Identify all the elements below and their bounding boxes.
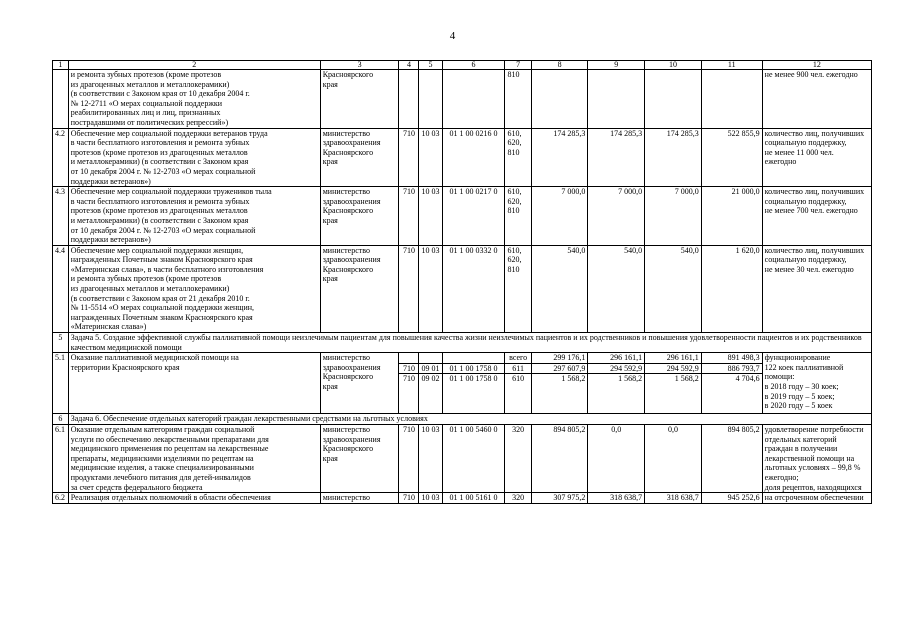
- table-row: [53, 493, 872, 504]
- amount-year-2: 318 638,7: [588, 493, 645, 504]
- amount-year-2: 294 592,9: [588, 363, 645, 374]
- amount-year-3: 296 161,1: [645, 353, 702, 364]
- responsible-organization: министерство здравоохранения Красноярского края: [320, 187, 399, 246]
- section-code: 10 03: [419, 425, 442, 493]
- column-header: 9: [588, 61, 645, 70]
- amount-year-3: 0,0: [645, 425, 702, 493]
- expected-result: количество лиц, получивших социальную поддержку, не менее 700 чел. ежегодно: [762, 187, 871, 246]
- row-number: 4.4: [53, 245, 69, 332]
- expected-result: не менее 900 чел. ежегодно: [762, 70, 871, 129]
- column-header: 1: [53, 61, 69, 70]
- column-header: 2: [68, 61, 320, 70]
- table-row: [53, 353, 872, 364]
- amount-year-2: 296 161,1: [588, 353, 645, 364]
- expense-type-code: 320: [505, 493, 531, 504]
- section-code: 10 03: [419, 187, 442, 246]
- row-number: 5.1: [53, 353, 69, 414]
- row-number: 6.2: [53, 493, 69, 504]
- amount-year-2: 540,0: [588, 245, 645, 332]
- target-article-code: 01 1 00 1758 0: [442, 363, 505, 374]
- section-code: 09 02: [419, 374, 442, 414]
- table-row: [53, 187, 872, 246]
- amount-year-1: 297 607,9: [531, 363, 588, 374]
- ministry-code: 710: [399, 187, 419, 246]
- ministry-code: 710: [399, 363, 419, 374]
- program-table: [52, 60, 872, 504]
- expected-result: на отсроченном обеспечении: [762, 493, 871, 504]
- column-header: 3: [320, 61, 399, 70]
- table-row: [53, 425, 872, 493]
- expected-result: количество лиц, получивших социальную поддержку, не менее 30 чел. ежегодно: [762, 245, 871, 332]
- column-header: 10: [645, 61, 702, 70]
- amount-year-1: 7 000,0: [531, 187, 588, 246]
- expected-result: удовлетворение потребности отдельных категорий граждан в получении лекарственной помощи на льготных условиях – 99,8 % ежегодно; доля рецептов, находящихся: [762, 425, 871, 493]
- row-number: 6.1: [53, 425, 69, 493]
- expense-type-code: 610, 620, 810: [505, 187, 531, 246]
- column-header: 4: [399, 61, 419, 70]
- table-row: [53, 70, 872, 129]
- amount-year-1: 1 568,2: [531, 374, 588, 414]
- task-number: 6: [53, 414, 69, 425]
- task-row: [53, 333, 872, 353]
- section-code: 10 03: [419, 128, 442, 187]
- task-number: 5: [53, 333, 69, 353]
- target-article-code: 01 1 00 0217 0: [442, 187, 505, 246]
- table-row: [53, 245, 872, 332]
- amount-total: 522 855,9: [701, 128, 762, 187]
- amount-total: 894 805,2: [701, 425, 762, 493]
- table-header-row: [53, 61, 872, 70]
- amount-total: 4 704,6: [701, 374, 762, 414]
- target-article-code: 01 1 00 0332 0: [442, 245, 505, 332]
- responsible-organization: Красноярского края: [320, 70, 399, 129]
- amount-year-2: 174 285,3: [588, 128, 645, 187]
- expense-type-code: 610, 620, 810: [505, 245, 531, 332]
- column-header: 12: [762, 61, 871, 70]
- ministry-code: 710: [399, 128, 419, 187]
- responsible-organization: министерство здравоохранения Красноярского края: [320, 425, 399, 493]
- responsible-organization: министерство здравоохранения Красноярского края: [320, 353, 399, 414]
- table-row: [53, 128, 872, 187]
- section-code: 10 03: [419, 245, 442, 332]
- responsible-organization: министерство: [320, 493, 399, 504]
- amount-year-1: 299 176,1: [531, 353, 588, 364]
- amount-total: 21 000,0: [701, 187, 762, 246]
- amount-total: 945 252,6: [701, 493, 762, 504]
- expense-type-code: 611: [505, 363, 531, 374]
- expense-type-code: 610, 620, 810: [505, 128, 531, 187]
- amount-year-1: 174 285,3: [531, 128, 588, 187]
- amount-total: 891 498,3: [701, 353, 762, 364]
- amount-year-3: 174 285,3: [645, 128, 702, 187]
- amount-year-1: 540,0: [531, 245, 588, 332]
- measure-description: Реализация отдельных полномочий в области обеспечения: [68, 493, 320, 504]
- amount-year-2: 0,0: [588, 425, 645, 493]
- amount-total: 886 793,7: [701, 363, 762, 374]
- amount-year-3: 318 638,7: [645, 493, 702, 504]
- amount-year-3: 1 568,2: [645, 374, 702, 414]
- ministry-code: 710: [399, 425, 419, 493]
- amount-year-1: 307 975,2: [531, 493, 588, 504]
- task-row: [53, 414, 872, 425]
- column-header: 5: [419, 61, 442, 70]
- target-article-code: 01 1 00 1758 0: [442, 374, 505, 414]
- measure-description: Обеспечение мер социальной поддержки женщин, награжденных Почетным знаком Красноярского края «Материнская слава», в части бесплатного изготовления и ремонта зубных протезов (кроме протезов из драгоценных металлов и металлокерамики) (в соответствии с Законом края от 21 декабря 2010 г. № 11-5514 «О мерах социальной поддержки женщин, награжденных Почетным знаком Красноярского края «Материнская слава»): [68, 245, 320, 332]
- column-header: 11: [701, 61, 762, 70]
- column-header: 8: [531, 61, 588, 70]
- expected-result: количество лиц, получивших социальную поддержку, не менее 11 000 чел. ежегодно: [762, 128, 871, 187]
- responsible-organization: министерство здравоохранения Красноярского края: [320, 245, 399, 332]
- row-number: 4.3: [53, 187, 69, 246]
- amount-year-3: 540,0: [645, 245, 702, 332]
- target-article-code: 01 1 00 5460 0: [442, 425, 505, 493]
- column-header: 6: [442, 61, 505, 70]
- target-article-code: 01 1 00 0216 0: [442, 128, 505, 187]
- amount-year-2: 7 000,0: [588, 187, 645, 246]
- row-number: 4.2: [53, 128, 69, 187]
- amount-year-3: 294 592,9: [645, 363, 702, 374]
- column-header: 7: [505, 61, 531, 70]
- section-code: 10 03: [419, 493, 442, 504]
- expected-result: функционирование 122 коек паллиативной помощи: в 2018 году – 30 коек; в 2019 году – 5 коек; в 2020 году – 5 коек: [762, 353, 871, 414]
- amount-year-3: 7 000,0: [645, 187, 702, 246]
- measure-description: Обеспечение мер социальной поддержки ветеранов труда в части бесплатного изготовления и ремонта зубных протезов (кроме протезов из драгоценных металлов и металлокерамики) (в соответствии с Законом края от 10 декабря 2004 г. № 12-2703 «О мерах социальной поддержки ветеранов»): [68, 128, 320, 187]
- amount-year-2: 1 568,2: [588, 374, 645, 414]
- ministry-code: 710: [399, 493, 419, 504]
- amount-year-1: 894 805,2: [531, 425, 588, 493]
- task-title: Задача 5. Создание эффективной службы паллиативной помощи неизлечимым пациентам для повышения качества жизни неизлечимых пациентов и их родственников и повышения удовлетворенности пациентов и их родственников качеством медицинской помощи: [68, 333, 871, 353]
- target-article-code: 01 1 00 5161 0: [442, 493, 505, 504]
- page-number: 4: [449, 30, 456, 42]
- responsible-organization: министерство здравоохранения Красноярского края: [320, 128, 399, 187]
- measure-description: Оказание паллиативной медицинской помощи на территории Красноярского края: [68, 353, 320, 414]
- measure-description: Обеспечение мер социальной поддержки тружеников тыла в части бесплатного изготовления и ремонта зубных протезов (кроме протезов из драгоценных металлов и металлокерамики) (в соответствии с Законом края от 10 декабря 2004 г. № 12-2703 «О мерах социальной поддержки ветеранов»): [68, 187, 320, 246]
- expense-type-code: 320: [505, 425, 531, 493]
- measure-description: Оказание отдельным категориям граждан социальной услуги по обеспечению лекарственными препаратами для медицинского применения по рецептам на лекарственные препараты, медицинскими изделиями по рецептам на медицинские изделия, а также специализированными продуктами лечебного питания для детей-инвалидов за счет средств федерального бюджета: [68, 425, 320, 493]
- amount-total: 1 620,0: [701, 245, 762, 332]
- expense-type-code: 810: [505, 70, 531, 129]
- ministry-code: 710: [399, 374, 419, 414]
- measure-description: и ремонта зубных протезов (кроме протезов из драгоценных металлов и металлокерамики) (в соответствии с Законом края от 10 декабря 2004 г. № 12-2711 «О мерах социальной поддержки реабилитированных лиц и лиц, признанных пострадавшими от политических репрессий»): [68, 70, 320, 129]
- expense-type-code: 610: [505, 374, 531, 414]
- ministry-code: 710: [399, 245, 419, 332]
- total-label: всего: [505, 353, 531, 364]
- task-title: Задача 6. Обеспечение отдельных категорий граждан лекарственными средствами на льготных условиях: [68, 414, 871, 425]
- section-code: 09 01: [419, 363, 442, 374]
